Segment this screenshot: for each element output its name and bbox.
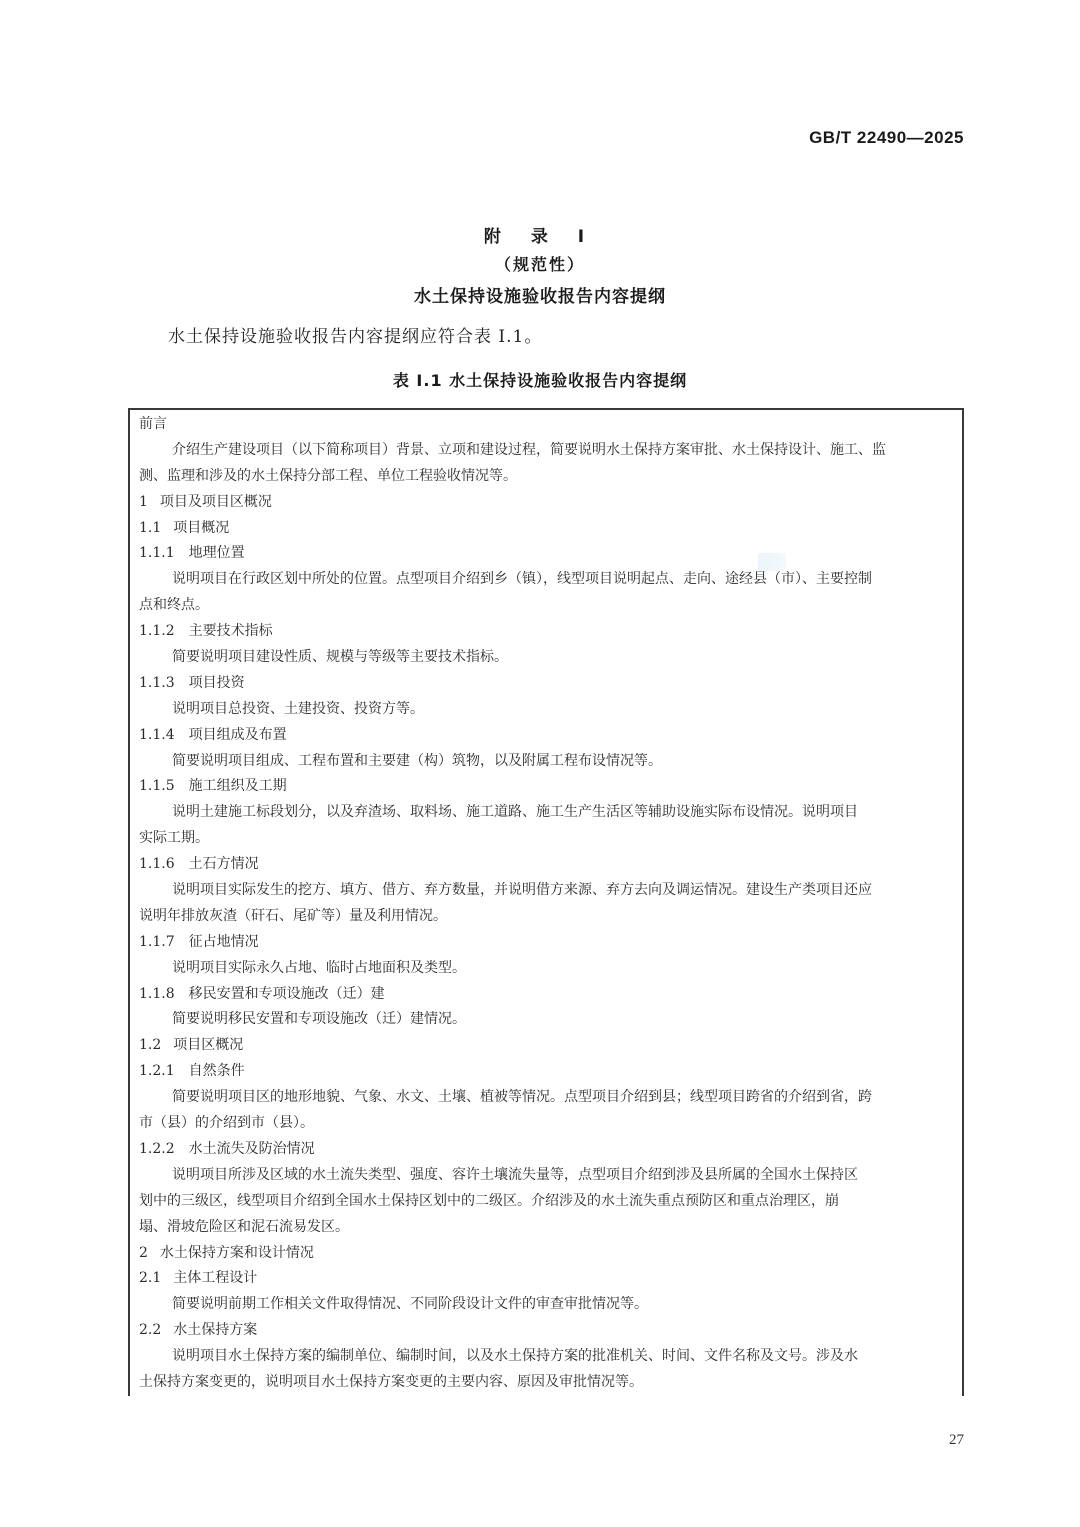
section-title: 自然条件	[188, 1063, 245, 1080]
section-number: 1.1.5	[139, 778, 175, 795]
section-number: 1.2.1	[139, 1063, 175, 1080]
section-title: 前言	[139, 416, 167, 432]
outline-description: 说明项目所涉及区域的水土流失类型、强度、容许土壤流失量等，点型项目介绍到涉及县所属的全国水土保持区	[172, 1166, 858, 1183]
appendix-nature: （规范性）	[494, 255, 585, 274]
outline-heading	[139, 516, 955, 542]
section-title: 项目投资	[188, 674, 245, 691]
section-number: 1.1	[139, 519, 162, 536]
outline-description: 说明项目在行政区划中所处的位置。点型项目介绍到乡（镇），线型项目说明起点、走向、途经县（市）、主要控制	[172, 571, 872, 588]
section-number: 1.1.7	[139, 933, 175, 950]
standard-code: GB/T 22490—2025	[809, 128, 964, 147]
section-number: 1.1.6	[139, 856, 175, 873]
outline-heading	[139, 541, 955, 567]
outline-heading	[139, 774, 955, 800]
section-number: 1.1.1	[139, 545, 175, 562]
table-caption: 表 I.1 水土保持设施验收报告内容提纲	[392, 371, 688, 390]
outline-description: 简要说明项目区的地形地貌、气象、水文、土壤、植被等情况。点型项目介绍到县；线型项目跨省的介绍到省，跨	[172, 1089, 872, 1106]
section-number: 2.1	[139, 1270, 162, 1287]
outline-description: 简要说明前期工作相关文件取得情况、不同阶段设计文件的审查审批情况等。	[172, 1296, 648, 1313]
section-number: 1.1.3	[139, 674, 175, 691]
intro-paragraph: 水土保持设施验收报告内容提纲应符合表 I.1。	[168, 327, 543, 347]
outline-description-continued: 塌、滑坡危险区和泥石流易发区。	[139, 1218, 349, 1235]
outline-description-continued: 点和终点。	[139, 597, 209, 614]
outline-heading	[139, 412, 955, 438]
section-title: 项目组成及布置	[188, 726, 287, 743]
outline-heading	[139, 930, 955, 956]
outline-description: 简要说明项目组成、工程布置和主要建（构）筑物，以及附属工程布设情况等。	[172, 752, 662, 769]
section-title: 主体工程设计	[173, 1270, 258, 1287]
outline-description: 说明项目水土保持方案的编制单位、编制时间，以及水土保持方案的批准机关、时间、文件名称及文号。涉及水	[172, 1348, 858, 1365]
page-number: 27	[949, 1432, 964, 1448]
section-title: 项目及项目区概况	[159, 493, 272, 510]
section-title: 水土流失及防治情况	[188, 1140, 315, 1157]
outline-description: 介绍生产建设项目（以下简称项目）背景、立项和建设过程，简要说明水土保持方案审批、水土保持设计、施工、监	[172, 441, 886, 458]
section-number: 1.1.2	[139, 623, 175, 640]
outline-heading	[139, 1059, 955, 1085]
outline-description: 简要说明移民安置和专项设施改（迁）建情况。	[172, 1011, 466, 1028]
section-number: 1.1.4	[139, 726, 175, 743]
outline-description: 说明项目实际发生的挖方、填方、借方、弃方数量，并说明借方来源、弃方去向及调运情况。建设生产类项目还应	[172, 882, 872, 899]
section-title: 水土保持方案	[173, 1322, 258, 1339]
section-title: 主要技术指标	[188, 623, 273, 640]
outline-description: 简要说明项目建设性质、规模与等级等主要技术指标。	[172, 649, 508, 666]
section-title: 项目概况	[173, 519, 230, 536]
outline-heading	[139, 1266, 955, 1292]
section-number: 1	[139, 493, 148, 510]
outline-heading	[139, 1241, 955, 1267]
section-title: 地理位置	[188, 545, 245, 562]
outline-description-continued: 划中的三级区，线型项目介绍到全国水土保持区划中的二级区。介绍涉及的水土流失重点预防区和重点治理区，崩	[139, 1192, 839, 1209]
section-title: 施工组织及工期	[188, 778, 287, 795]
section-number: 2.2	[139, 1322, 162, 1339]
outline-heading	[139, 1033, 955, 1059]
outline-description: 说明项目总投资、土建投资、投资方等。	[172, 700, 424, 717]
outline-description-continued: 土保持方案变更的，说明项目水土保持方案变更的主要内容、原因及审批情况等。	[139, 1373, 643, 1390]
outline-description: 说明项目实际永久占地、临时占地面积及类型。	[172, 959, 466, 976]
section-title: 移民安置和专项设施改（迁）建	[188, 985, 385, 1002]
outline-heading	[139, 490, 955, 516]
outline-description-continued: 说明年排放灰渣（矸石、尾矿等）量及利用情况。	[139, 907, 447, 924]
section-title: 土石方情况	[188, 856, 259, 873]
outline-heading	[139, 671, 955, 697]
outline-heading	[139, 982, 955, 1008]
outline-description: 说明土建施工标段划分，以及弃渣场、取料场、施工道路、施工生产生活区等辅助设施实际布设情况。说明项目	[172, 804, 858, 821]
section-number: 1.2.2	[139, 1140, 175, 1157]
outline-heading	[139, 1137, 955, 1163]
outline-description-continued: 市（县）的介绍到市（县）。	[139, 1115, 314, 1132]
appendix-name: 水土保持设施验收报告内容提纲	[414, 287, 666, 307]
section-title: 征占地情况	[188, 933, 259, 950]
section-number: 1.1.8	[139, 985, 175, 1002]
appendix-title: 附 录 I	[483, 227, 597, 247]
outline-heading	[139, 1318, 955, 1344]
section-title: 水土保持方案和设计情况	[159, 1244, 314, 1261]
outline-heading	[139, 619, 955, 645]
section-number: 1.2	[139, 1037, 162, 1054]
outline-heading	[139, 723, 955, 749]
outline-heading	[139, 852, 955, 878]
outline-description-continued: 实际工期。	[139, 830, 209, 847]
section-number: 2	[139, 1244, 148, 1261]
section-title: 项目区概况	[173, 1037, 244, 1054]
outline-content	[139, 412, 955, 1396]
outline-description-continued: 测、监理和涉及的水土保持分部工程、单位工程验收情况等。	[139, 467, 517, 484]
